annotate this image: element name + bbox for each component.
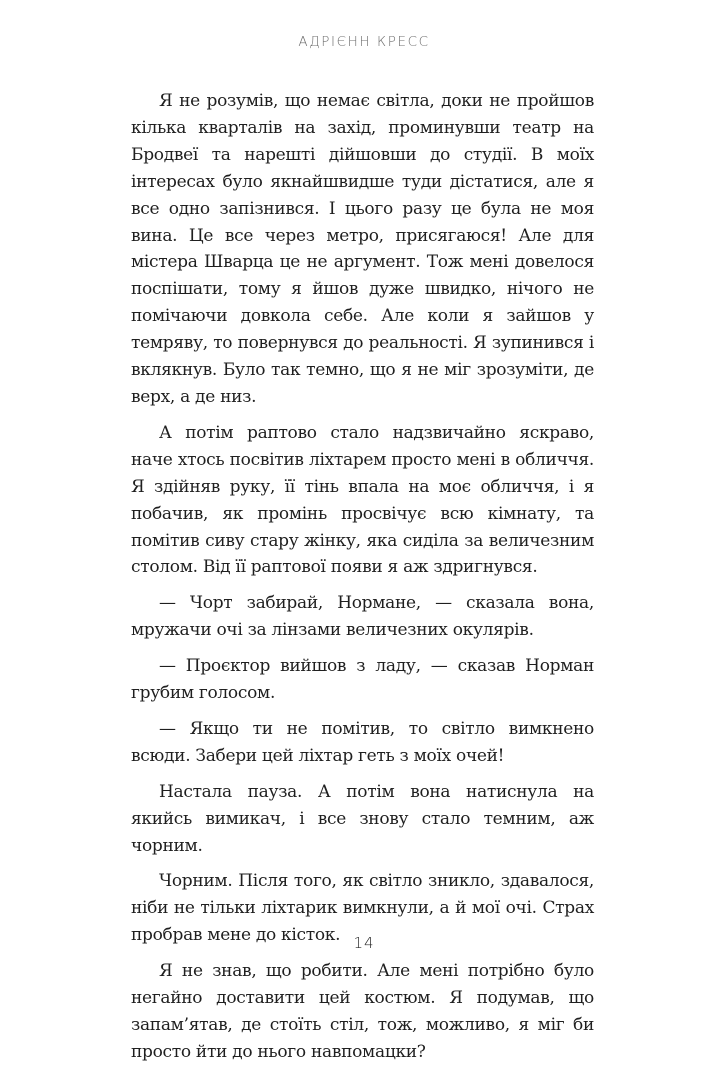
- paragraph: — Чорт забирай, Нормане, — сказала вона, мружачи очі за лінзами величезних окулярів.: [131, 593, 594, 641]
- paragraph: Настала пауза. А потім вона натиснула на якийсь вимикач, і все знову стало темним, аж чорним.: [131, 781, 594, 856]
- paragraph: Я не розумів, що немає світла, доки не пройшов кілька кварталів на захід, проминувши театр на Бродвеї та нарешті дійшовши до студії. В моїх інтересах було якнайшвидше туди дістатися, але я все одно запізнився. І цього разу це була не моя вина. Це все через метро, присягаюся! Але для містера Шварца це не аргумент. Тож мені довелося поспішати, тому я йшов дуже швидко, нічого не помічаючи довкола себе. Але коли я зайшов у темряву, то повернувся до реальності. Я зупинився і вклякнув. Було так темно, що я не міг зрозуміти, де верх, а де низ.: [131, 91, 594, 407]
- paragraph: А потім раптово стало надзвичайно яскраво, наче хтось посвітив ліхтарем просто мені в обличчя. Я здійняв руку, її тінь впала на моє обличчя, і я побачив, як промінь просвічує всю кімнату, та помітив сиву стару жінку, яка сиділа за величезним столом. Від її раптової появи я аж здригнувся.: [131, 422, 594, 578]
- paragraph: Чорним. Після того, як світло зникло, здавалося, ніби не тільки ліхтарик вимкнули, а й мої очі. Страх пробрав мене до кісток.: [131, 871, 594, 946]
- body-text: [131, 88, 594, 1075]
- paragraph: — Проєктор вийшов з ладу, — сказав Норман грубим голосом.: [131, 656, 594, 704]
- paragraph: Я не знав, що робити. Але мені потрібно було негайно доставити цей костюм. Я подумав, що запам’ятав, де стоїть стіл, тож, можливо, я міг би просто йти до нього навпомацки?: [131, 961, 594, 1062]
- running-header-author: АДРІЄНН КРЕСС: [298, 34, 430, 50]
- paragraph: — Якщо ти не помітив, то світло вимкнено всюди. Забери цей ліхтар геть з моїх очей!: [131, 718, 594, 766]
- page-number: 14: [353, 934, 375, 952]
